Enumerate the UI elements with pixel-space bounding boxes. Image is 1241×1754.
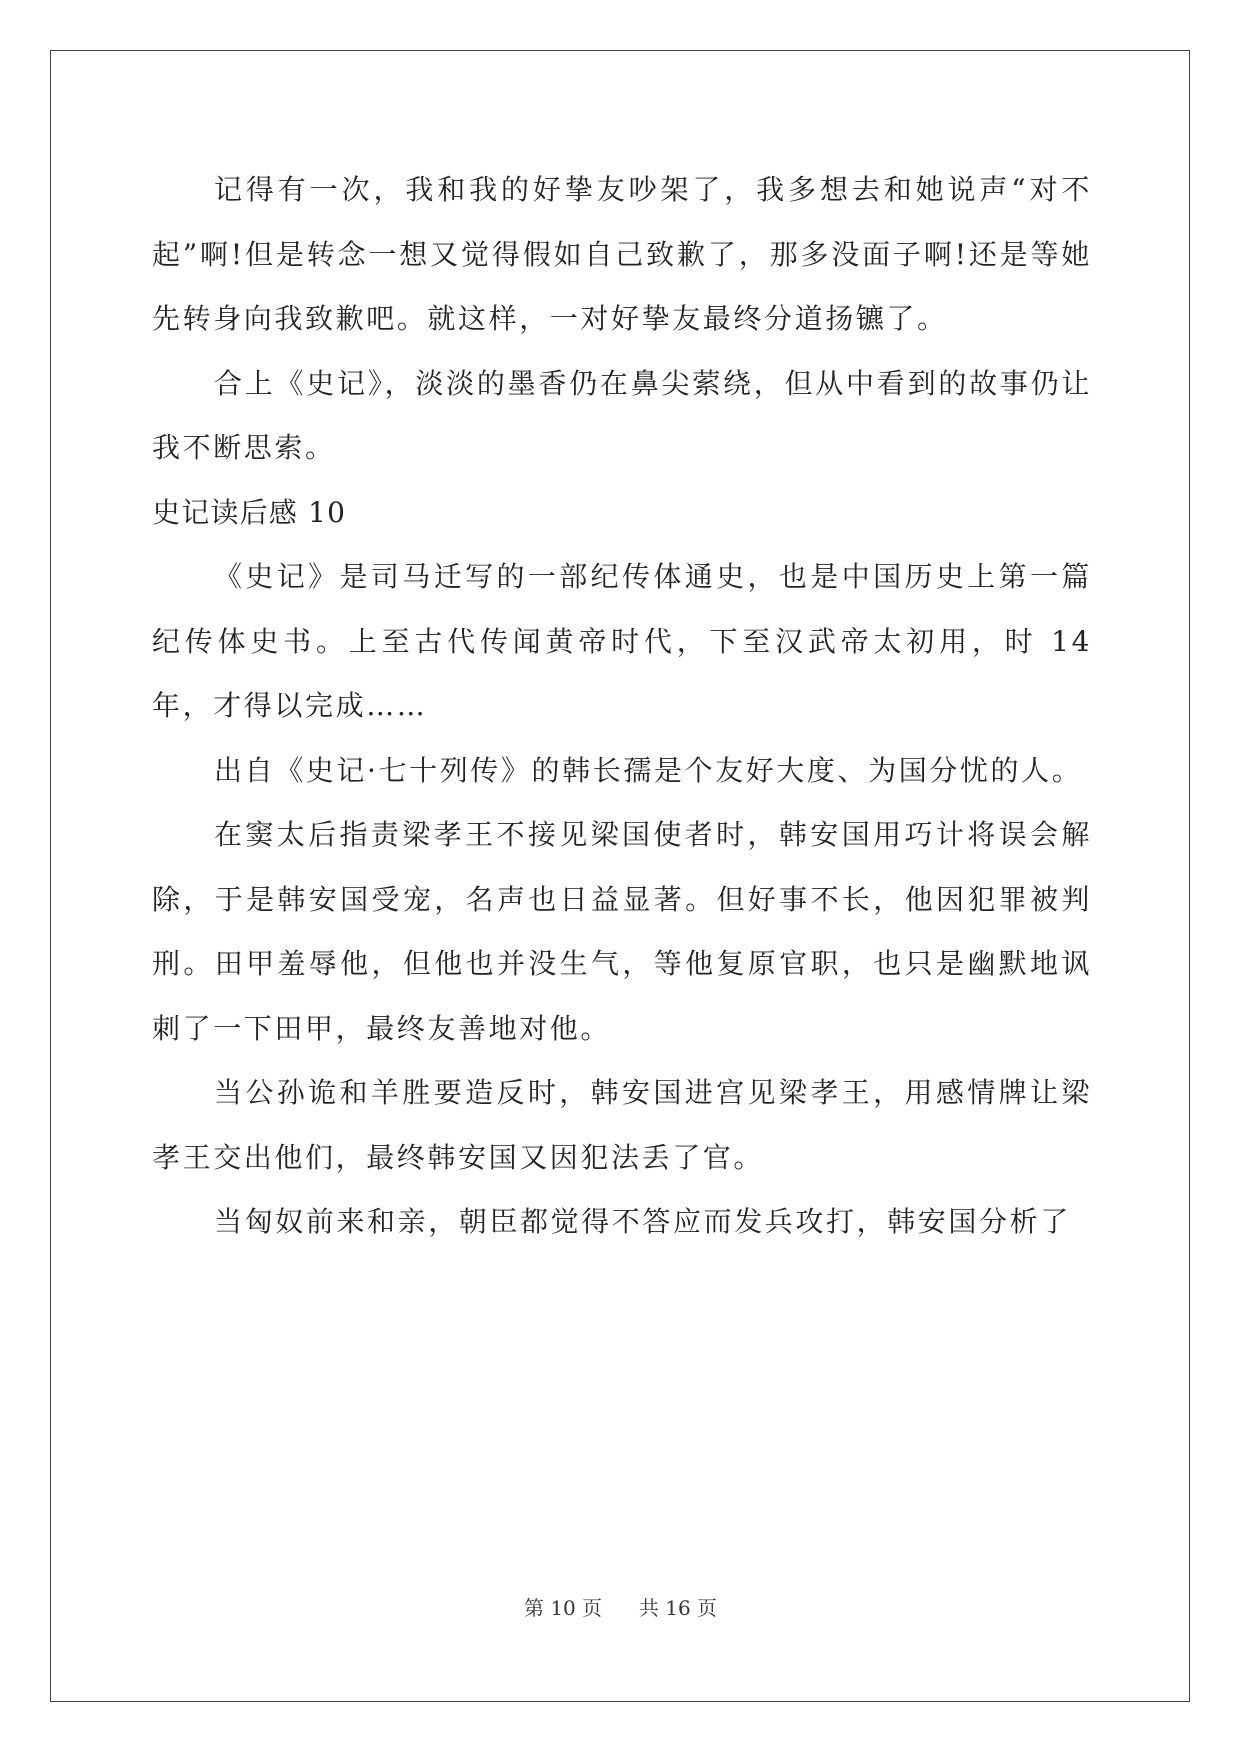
- document-body: [152, 158, 1092, 1255]
- paragraph-dou-taihou: 在窦太后指责梁孝王不接见梁国使者时，韩安国用巧计将误会解除，于是韩安国受宠，名声也日益显著。但好事不长，他因犯罪被判刑。田甲羞辱他，但他也并没生气，等他复原官职，也只是幽默地讽刺了一下田甲，最终友善地对他。: [152, 818, 1092, 1045]
- paragraph-closing: 合上《史记》，淡淡的墨香仍在鼻尖萦绕，但从中看到的故事仍让我不断思索。: [152, 366, 1092, 464]
- paragraph-gongsun: 当公孙诡和羊胜要造反时，韩安国进宫见梁孝王，用感情牌让梁孝王交出他们，最终韩安国又因犯法丢了官。: [152, 1076, 1092, 1174]
- page-total: 共 16 页: [638, 1596, 718, 1620]
- section-heading: 史记读后感 10: [152, 495, 347, 529]
- paragraph-quarrel: 记得有一次，我和我的好挚友吵架了，我多想去和她说声“对不起”啊!但是转念一想又觉得假如自己致歉了，那多没面子啊!还是等她先转身向我致歉吧。就这样，一对好挚友最终分道扬镳了。: [152, 173, 1092, 335]
- paragraph-han-changru: 出自《史记·七十列传》的韩长孺是个友好大度、为国分忧的人。: [214, 753, 1083, 787]
- paragraph-intro: 《史记》是司马迁写的一部纪传体通史，也是中国历史上第一篇纪传体史书。上至古代传闻黄帝时代，下至汉武帝太初用，时 14 年，才得以完成……: [152, 560, 1092, 722]
- page-number: 第 10 页: [523, 1596, 603, 1620]
- page-footer: [0, 1592, 1241, 1621]
- paragraph-xiongnu: 当匈奴前来和亲，朝臣都觉得不答应而发兵攻打，韩安国分析了: [214, 1205, 1071, 1238]
